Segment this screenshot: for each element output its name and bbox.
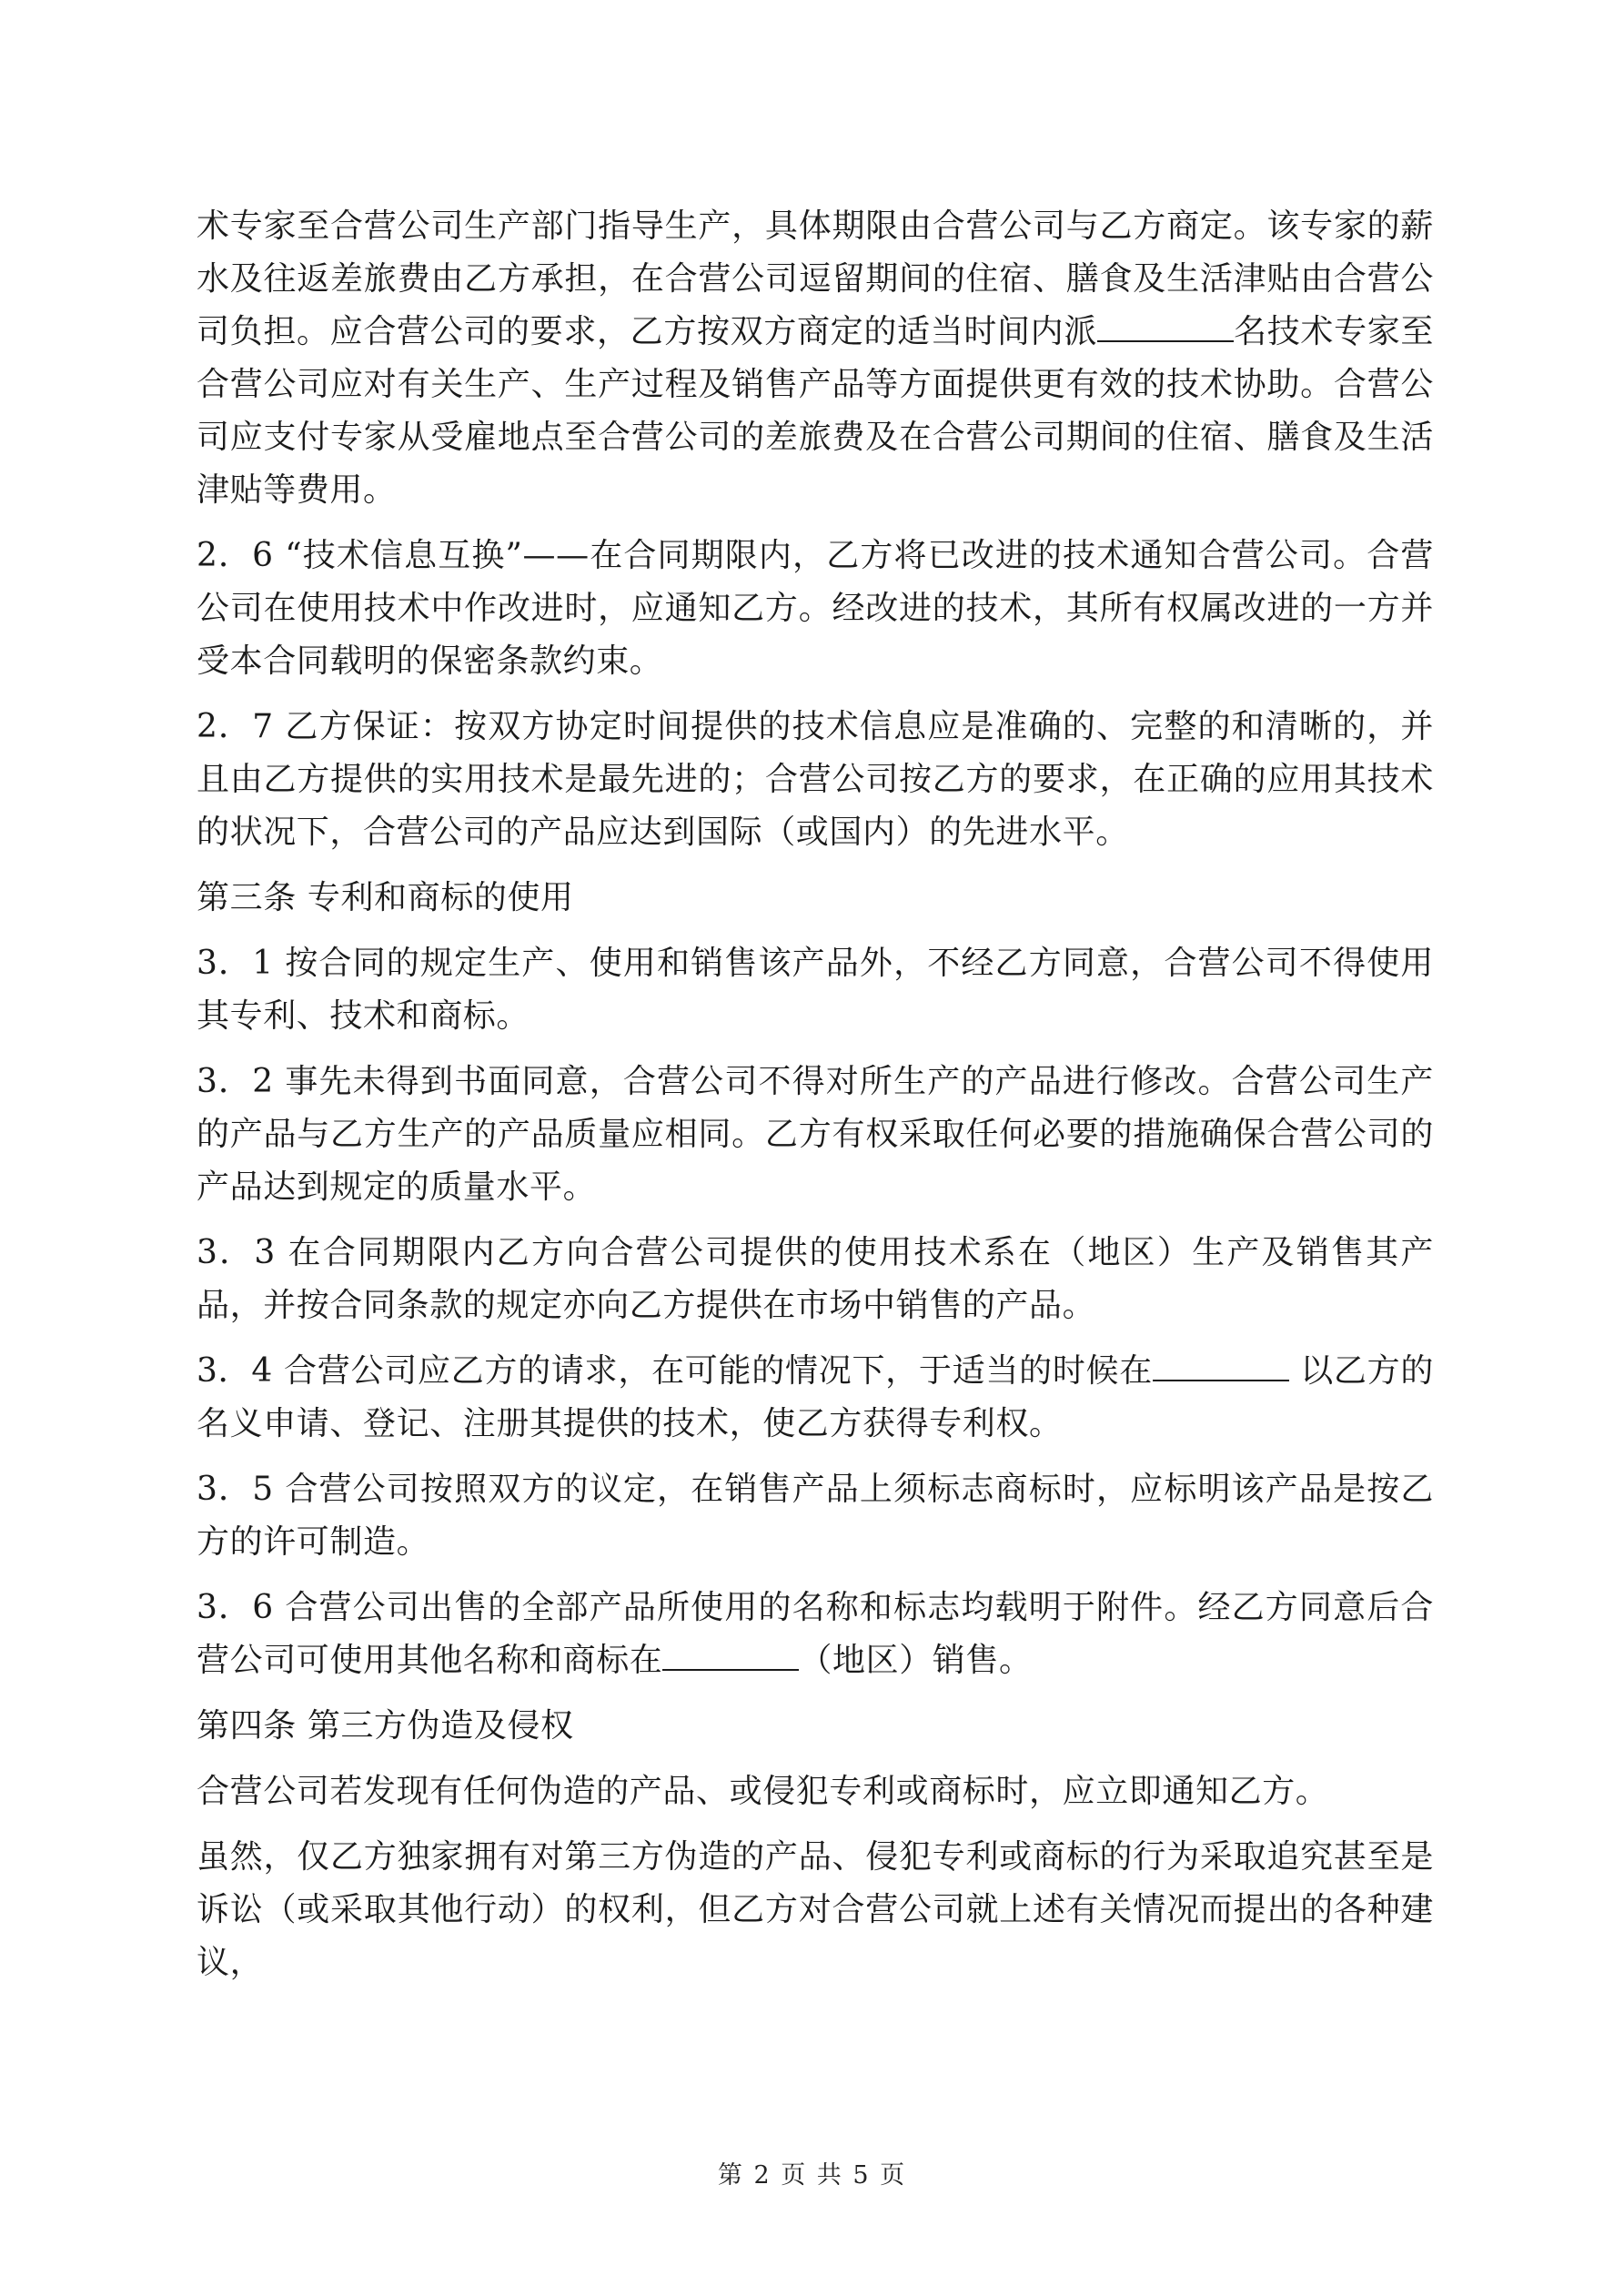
paragraph-text: 3．6 合营公司出售的全部产品所使用的名称和标志均载明于附件。经乙方同意后合营公司可使用其他名称和商标在 xyxy=(197,1589,1434,1679)
blank-line xyxy=(1153,1352,1289,1381)
paragraph-text: 合营公司若发现有任何伪造的产品、或侵犯专利或商标时，应立即通知乙方。 xyxy=(197,1773,1329,1810)
clause-3-6 xyxy=(197,1582,1434,1687)
clause-3-2 xyxy=(197,1056,1434,1214)
paragraph-text: 名技术专家至合营公司应对有关生产、生产过程及销售产品等方面提供更有效的技术协助。合营公司应支付专家从受雇地点至合营公司的差旅费及在合营公司期间的住宿、膳食及生活津贴等费用。 xyxy=(197,313,1434,509)
article-3-heading xyxy=(197,872,1434,925)
paragraph-text: 以乙方的名义申请、登记、注册其提供的技术，使乙方获得专利权。 xyxy=(197,1352,1434,1442)
clause-3-5 xyxy=(197,1463,1434,1569)
page-number: 第 2 页 共 5 页 xyxy=(717,2161,907,2190)
paragraph-text: 3．2 事先未得到书面同意，合营公司不得对所生产的产品进行修改。合营公司生产的产品与乙方生产的产品质量应相同。乙方有权采取任何必要的措施确保合营公司的产品达到规定的质量水平。 xyxy=(197,1063,1434,1206)
paragraph-text: 2．7 乙方保证：按双方协定时间提供的技术信息应是准确的、完整的和清晰的，并且由乙方提供的实用技术是最先进的；合营公司按乙方的要求，在正确的应用其技术的状况下，合营公司的产品应达到国际（或国内）的先进水平。 xyxy=(197,708,1434,851)
paragraph-text: （地区）销售。 xyxy=(799,1642,1033,1679)
blank-line xyxy=(1097,313,1234,342)
clause-3-4 xyxy=(197,1345,1434,1451)
heading-text: 第三条 专利和商标的使用 xyxy=(197,879,574,916)
paragraph-expert-dispatch xyxy=(197,200,1434,517)
clause-3-1 xyxy=(197,937,1434,1043)
blank-line xyxy=(662,1642,799,1671)
heading-text: 第四条 第三方伪造及侵权 xyxy=(197,1707,574,1745)
paragraph-text: 虽然，仅乙方独家拥有对第三方伪造的产品、侵犯专利或商标的行为采取追究甚至是诉讼（或采取其他行动）的权利，但乙方对合营公司就上述有关情况而提出的各种建议， xyxy=(197,1838,1434,1981)
document-body xyxy=(197,200,1434,2002)
paragraph-notify xyxy=(197,1765,1434,1818)
clause-3-3 xyxy=(197,1227,1434,1332)
paragraph-text: 3．3 在合同期限内乙方向合营公司提供的使用技术系在（地区）生产及销售其产品，并按合同条款的规定亦向乙方提供在市场中销售的产品。 xyxy=(197,1234,1434,1324)
paragraph-text: 3．5 合营公司按照双方的议定，在销售产品上须标志商标时，应标明该产品是按乙方的许可制造。 xyxy=(197,1471,1434,1561)
paragraph-text: 3．4 合营公司应乙方的请求，在可能的情况下，于适当的时候在 xyxy=(197,1352,1154,1390)
paragraph-text: 3．1 按合同的规定生产、使用和销售该产品外，不经乙方同意，合营公司不得使用其专利、技术和商标。 xyxy=(197,945,1434,1035)
article-4-heading xyxy=(197,1700,1434,1753)
paragraph-text: 术专家至合营公司生产部门指导生产，具体期限由合营公司与乙方商定。该专家的薪水及往返差旅费由乙方承担，在合营公司逗留期间的住宿、膳食及生活津贴由合营公司负担。应合营公司的要求，乙方按双方商定的适当时间内派 xyxy=(197,207,1434,350)
paragraph-text: 2．6 “技术信息互换”——在合同期限内，乙方将已改进的技术通知合营公司。合营公司在使用技术中作改进时，应通知乙方。经改进的技术，其所有权属改进的一方并受本合同载明的保密条款约束。 xyxy=(197,537,1434,680)
paragraph-rights xyxy=(197,1831,1434,1989)
clause-2-7 xyxy=(197,701,1434,859)
clause-2-6 xyxy=(197,530,1434,688)
